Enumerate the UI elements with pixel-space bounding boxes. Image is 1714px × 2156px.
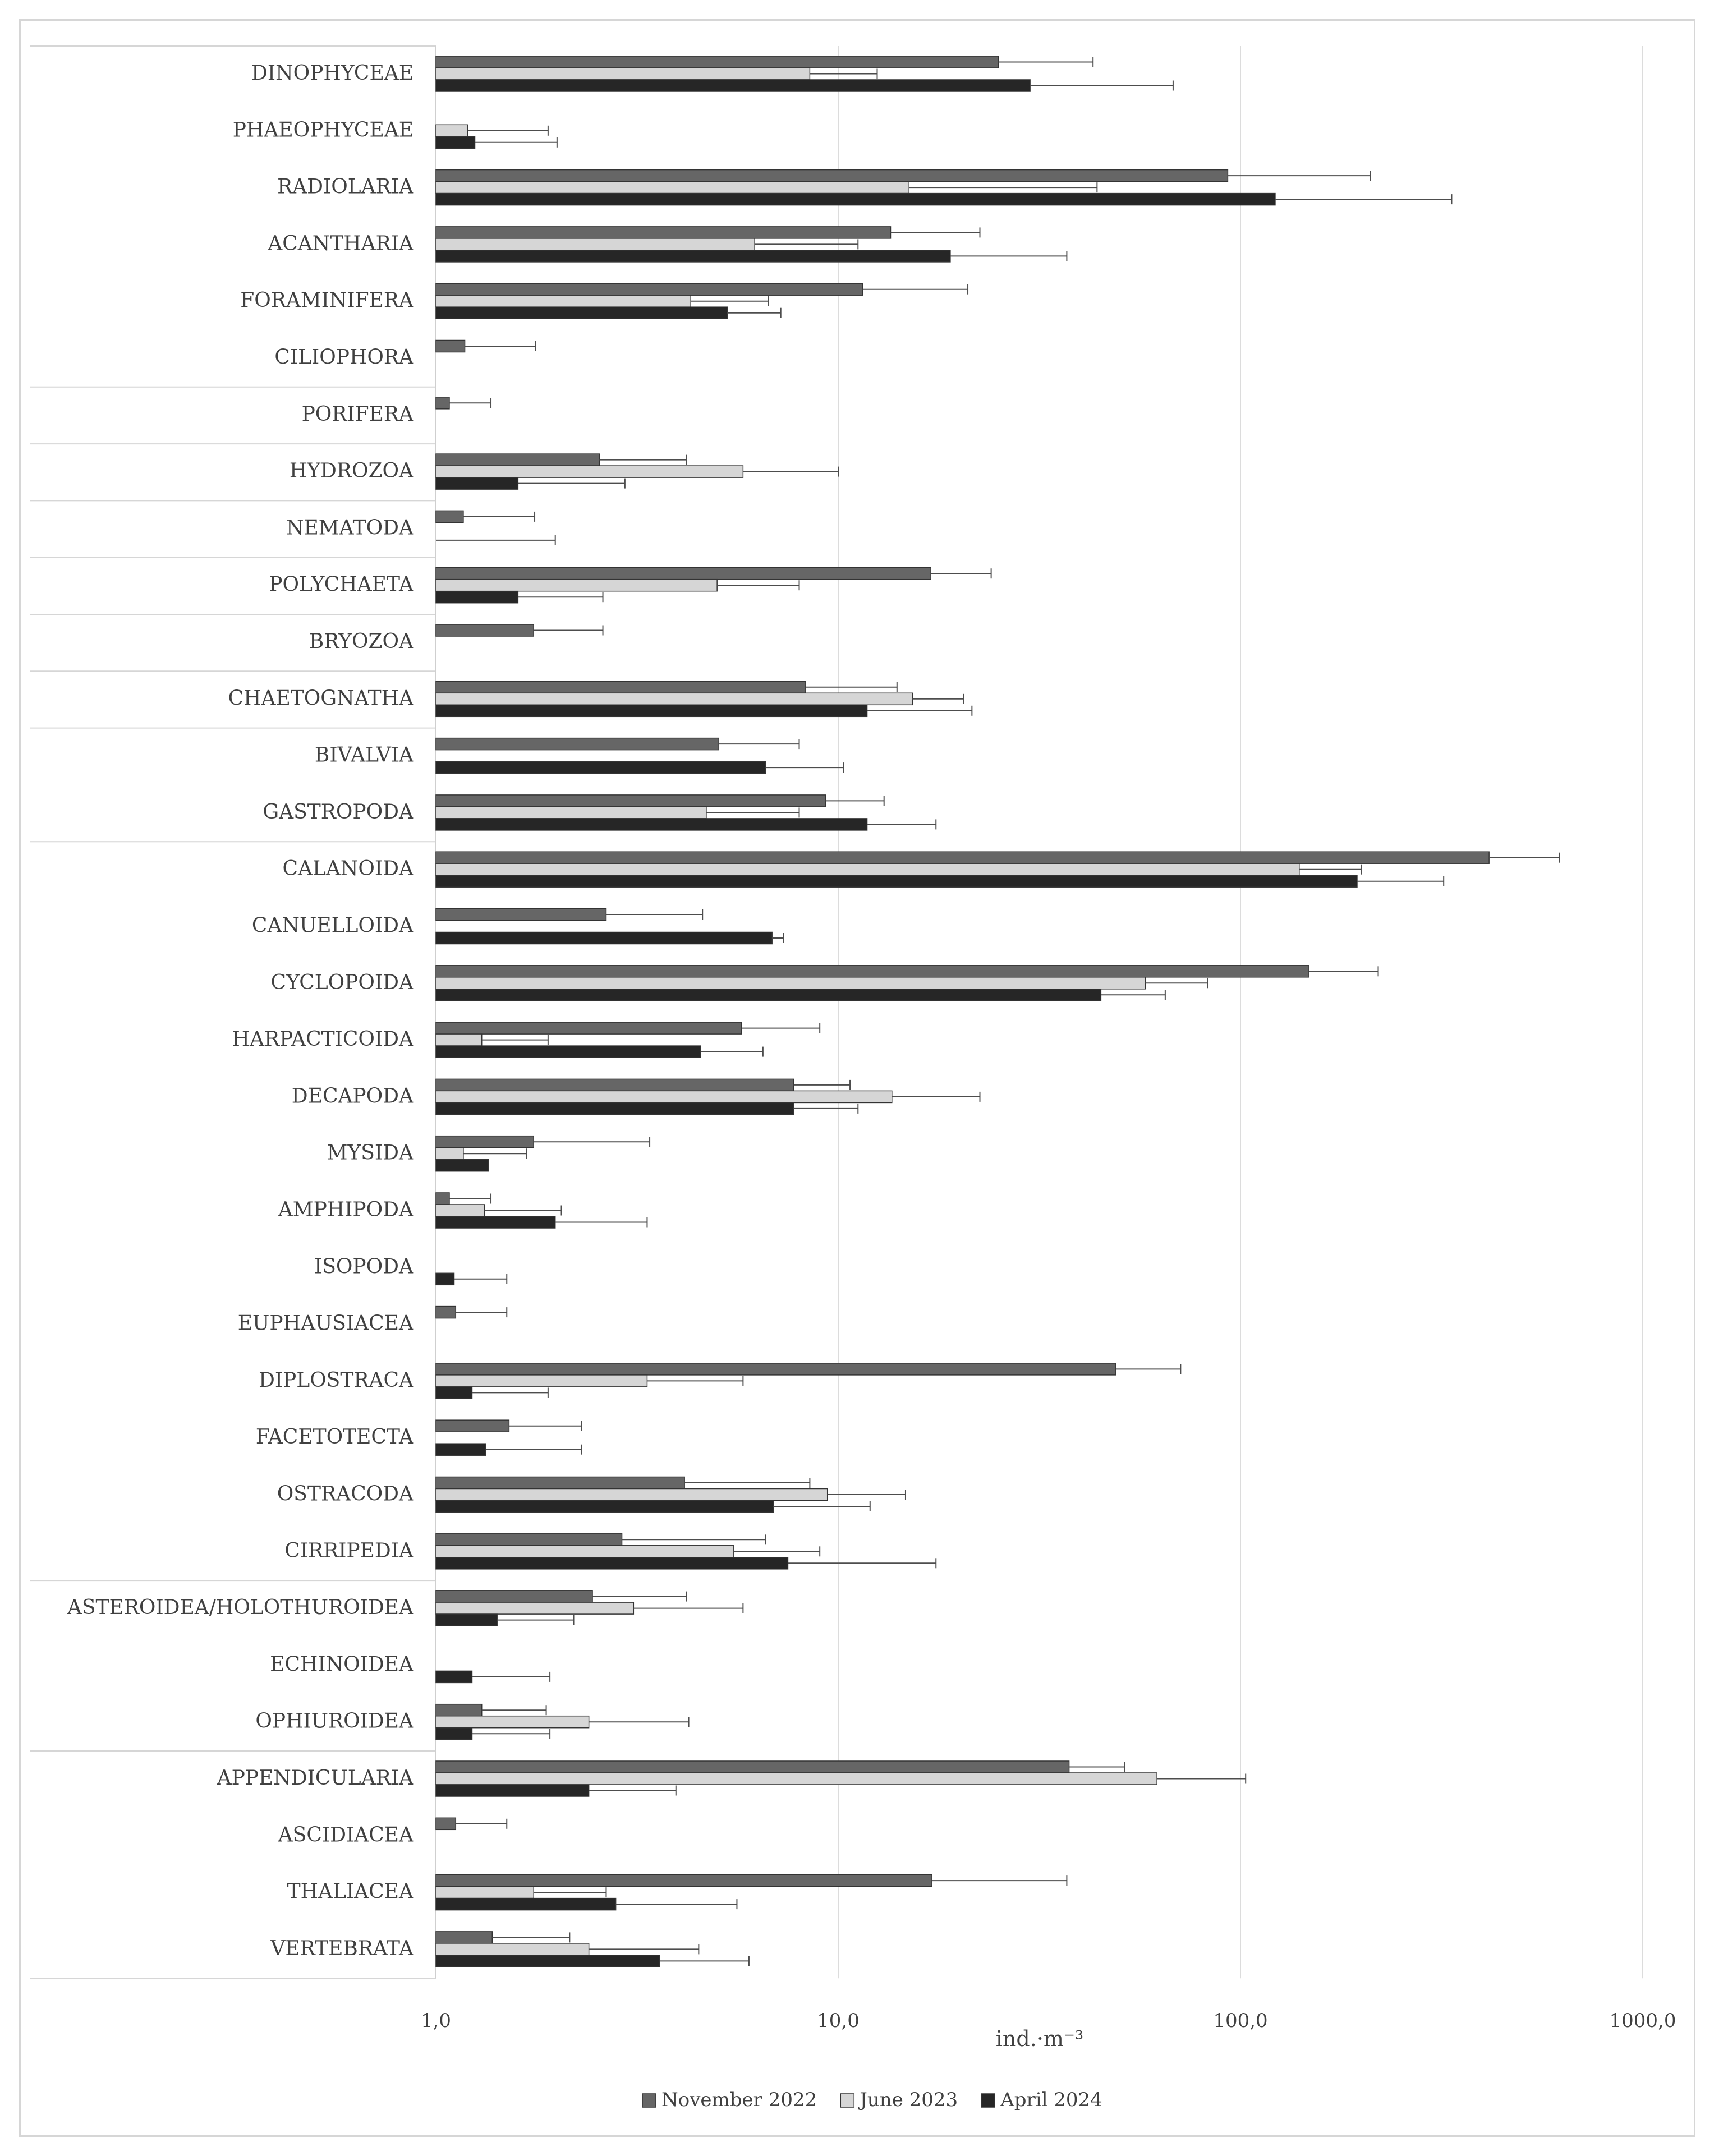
- category-label: HYDROZOA: [289, 459, 413, 483]
- bar: [436, 1887, 534, 1898]
- bar: [436, 624, 534, 636]
- bar: [436, 454, 599, 466]
- gridlines: [838, 46, 1643, 1978]
- bar: [436, 1148, 463, 1160]
- bar: [436, 1477, 684, 1489]
- bar: [436, 194, 1275, 205]
- bar: [436, 56, 998, 68]
- bar: [436, 819, 867, 830]
- category-label: ECHINOIDEA: [270, 1653, 413, 1676]
- bar: [436, 283, 863, 295]
- category-label: AMPHIPODA: [278, 1198, 413, 1221]
- bar: [436, 1818, 456, 1829]
- category-label: FORAMINIFERA: [240, 289, 413, 312]
- bar: [436, 1444, 486, 1455]
- bar: [436, 977, 1145, 989]
- category-label: VERTEBRATA: [270, 1937, 413, 1960]
- bar: [436, 1307, 456, 1318]
- category-label: PORIFERA: [301, 402, 413, 426]
- bar: [436, 1785, 589, 1796]
- legend-swatch: [642, 2094, 656, 2107]
- legend-label: November 2022: [661, 2089, 817, 2111]
- bar: [436, 1614, 497, 1626]
- bar: [436, 1602, 633, 1614]
- bar: [436, 295, 691, 307]
- category-label: MYSIDA: [327, 1141, 413, 1165]
- bar: [436, 1091, 892, 1102]
- category-label: BRYOZOA: [309, 630, 413, 653]
- bar: [436, 1102, 794, 1114]
- category-label: CILIOPHORA: [274, 346, 413, 369]
- bar: [436, 1875, 932, 1887]
- bar: [436, 989, 1101, 1001]
- legend-swatch: [981, 2094, 995, 2107]
- category-label: POLYCHAETA: [269, 573, 413, 596]
- x-axis-title: ind.·m⁻³: [995, 2026, 1084, 2051]
- legend: [642, 2089, 1102, 2111]
- category-label: CHAETOGNATHA: [228, 687, 413, 710]
- bar: [436, 1022, 742, 1034]
- category-label: ISOPODA: [314, 1255, 413, 1279]
- bar: [436, 875, 1357, 887]
- bar: [436, 1136, 534, 1148]
- category-label: BIVALVIA: [314, 743, 413, 767]
- bar: [436, 1216, 555, 1228]
- category-label: OPHIUROIDEA: [255, 1709, 413, 1733]
- bar: [436, 182, 909, 194]
- bar: [436, 477, 518, 489]
- category-label: HARPACTICOIDA: [232, 1028, 413, 1051]
- bar: [436, 250, 950, 262]
- bar: [436, 1034, 482, 1046]
- bar: [436, 1671, 472, 1682]
- bar: [436, 568, 931, 580]
- bar: [436, 795, 825, 807]
- bar: [436, 125, 468, 136]
- bar: [436, 1205, 484, 1216]
- bar: [436, 1728, 472, 1740]
- legend-label: June 2023: [860, 2089, 958, 2111]
- bar: [436, 80, 1030, 91]
- category-label: NEMATODA: [286, 516, 413, 540]
- error-bars: [436, 57, 1559, 1966]
- bar: [436, 238, 755, 250]
- category-label: CALANOIDA: [282, 857, 413, 881]
- category-label: PHAEOPHYCEAE: [232, 118, 413, 142]
- category-label: FACETOTECTA: [255, 1426, 413, 1449]
- category-label: CANUELLOIDA: [251, 914, 413, 937]
- category-label: RADIOLARIA: [277, 175, 413, 199]
- bar: [436, 1046, 701, 1058]
- bar: [436, 705, 867, 716]
- bar: [436, 1375, 647, 1387]
- category-label: CIRRIPEDIA: [284, 1539, 413, 1562]
- bar: [436, 852, 1489, 863]
- category-label: EUPHAUSIACEA: [237, 1312, 413, 1335]
- bar: [436, 1363, 1116, 1375]
- category-label: DIPLOSTRACA: [258, 1368, 413, 1392]
- bar: [436, 1716, 589, 1728]
- category-label: APPENDICULARIA: [217, 1767, 413, 1790]
- bar: [436, 1387, 472, 1399]
- bar: [436, 932, 772, 944]
- bar: [436, 341, 465, 352]
- bar: [436, 1534, 622, 1546]
- bar: [436, 307, 727, 319]
- bar: [436, 1773, 1157, 1785]
- bar: [436, 1943, 589, 1955]
- category-label: DINOPHYCEAE: [251, 62, 413, 85]
- bar: [436, 693, 912, 705]
- bar: [436, 681, 806, 693]
- bar: [436, 1546, 734, 1557]
- category-label: OSTRACODA: [277, 1482, 413, 1506]
- bar: [436, 1704, 482, 1716]
- bar: [436, 1557, 788, 1569]
- category-label: ASTEROIDEA/HOLOTHUROIDEA: [67, 1596, 413, 1620]
- bar: [436, 68, 810, 80]
- category-label: ACANTHARIA: [268, 232, 413, 255]
- bar: [436, 397, 449, 409]
- bar: [436, 1420, 509, 1432]
- bar: [436, 1932, 492, 1943]
- x-tick-label: 1000,0: [1609, 2010, 1676, 2033]
- bar: [436, 1590, 592, 1602]
- bar: [436, 1898, 616, 1910]
- bar: [436, 591, 518, 603]
- bar: [436, 136, 475, 148]
- bar: [436, 1273, 454, 1285]
- bar: [436, 1489, 828, 1501]
- bar: [436, 1955, 660, 1967]
- bar: [436, 807, 706, 819]
- bar: [436, 966, 1309, 977]
- bar: [436, 1501, 773, 1513]
- bars: [436, 56, 1489, 1967]
- bar: [436, 227, 890, 238]
- x-tick-label: 1,0: [420, 2010, 452, 2033]
- legend-label: April 2024: [1000, 2089, 1102, 2111]
- category-label: GASTROPODA: [263, 800, 413, 824]
- category-label: DECAPODA: [291, 1084, 413, 1108]
- legend-swatch: [840, 2094, 854, 2107]
- x-tick-label: 100,0: [1213, 2010, 1268, 2033]
- bar: [436, 909, 606, 921]
- bar: [436, 1761, 1069, 1773]
- bar: [436, 580, 717, 591]
- bar: [436, 170, 1228, 182]
- category-group-dividers: [30, 46, 436, 1978]
- bar: [436, 1079, 794, 1091]
- category-labels: [67, 62, 414, 1960]
- category-label: CYCLOPOIDA: [270, 971, 413, 994]
- category-label: ASCIDIACEA: [278, 1823, 413, 1847]
- category-label: THALIACEA: [287, 1880, 413, 1904]
- x-tick-label: 10,0: [817, 2010, 860, 2033]
- bar: [436, 863, 1299, 875]
- bar: [436, 1193, 449, 1205]
- bar: [436, 738, 719, 750]
- bar: [436, 1160, 488, 1171]
- bar: [436, 466, 743, 477]
- bar: [436, 762, 766, 774]
- bar: [436, 511, 463, 522]
